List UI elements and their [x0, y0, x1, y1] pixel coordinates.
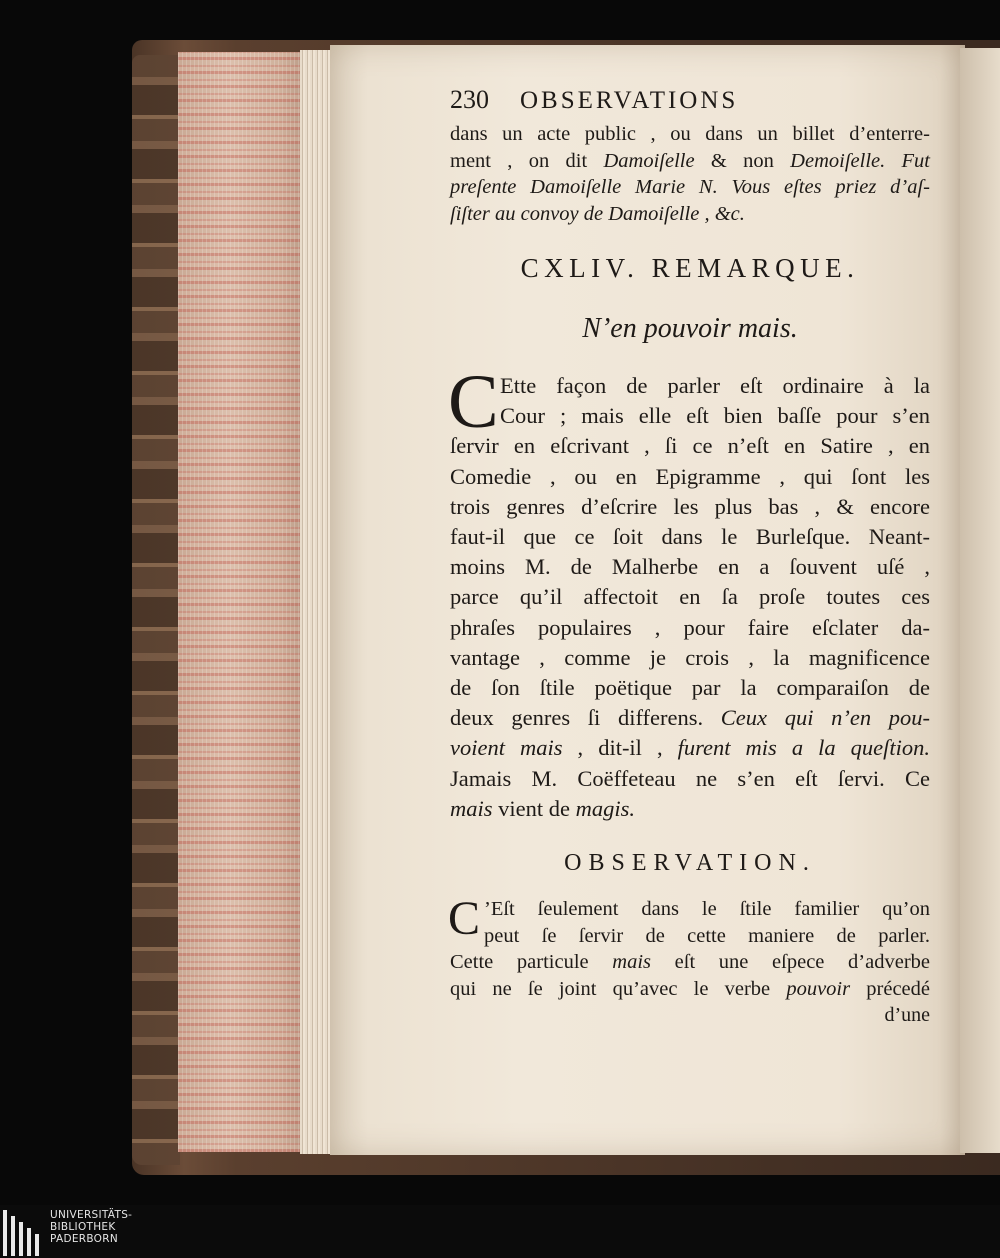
page-edges-left [178, 52, 306, 1152]
text-line: trois genres d’eſcrire les plus bas , & encore [450, 493, 930, 519]
text-line: ſiſter au convoy de Damoiſelle , &c. [450, 202, 745, 225]
remarque-paragraph [448, 360, 931, 824]
remarque-heading: CXLIV. REMARQUE. [520, 253, 860, 283]
text-line: deux genres ſi differens. Ceux qui n’en pou- [450, 705, 930, 731]
facing-page-edge [960, 48, 1000, 1153]
text-line: ’Eſt ſeulement dans le ſtile familier qu’on [484, 898, 930, 921]
text-line: Comedie , ou en Epigramme , qui ſont les [450, 463, 930, 489]
library-logo-icon [3, 1210, 43, 1256]
text-line: peut ſe ſervir de cette maniere de parler. [484, 924, 930, 947]
text-line: preſente Damoiſelle Marie N. Vous eſtes priez d’aſ- [450, 176, 930, 198]
text-line: de ſon ſtile poëtique par la comparaiſon de [450, 675, 930, 701]
page-text [450, 85, 930, 1028]
text-line: parce qu’il affectoit en ſa proſe toutes ces [450, 584, 930, 610]
library-name-line: UNIVERSITÄTS- [50, 1209, 133, 1221]
drop-cap: C [448, 360, 499, 444]
text-line: Cette particule mais eſt une eſpece d’adverbe [450, 951, 930, 974]
text-line: Jamais M. Coëffeteau ne s’en eſt ſervi. Ce [450, 765, 930, 791]
text-line: moins M. de Malherbe en a ſouvent uſé , [450, 554, 930, 580]
library-name-line: BIBLIOTHEK [50, 1221, 116, 1233]
library-name-line: PADERBORN [50, 1233, 118, 1245]
page-number: 230 [450, 85, 489, 114]
text-line: dans un acte public , ou dans un billet d’enterre- [450, 123, 930, 145]
text-line: Cour ; mais elle eſt bien baſſe pour s’en [500, 403, 930, 429]
text-line: ment , on dit Damoiſelle & non Demoiſelle. Fut [450, 149, 931, 172]
drop-cap-observation: C [448, 892, 481, 946]
observation-paragraph [448, 892, 930, 1028]
library-name [50, 1209, 132, 1245]
text-line: Ette façon de parler eſt ordinaire à la [500, 373, 930, 398]
text-line: mais vient de magis. [450, 795, 636, 821]
text-line: vantage , comme je crois , la magnificence [450, 644, 930, 670]
footer-bar [0, 1205, 1000, 1258]
catchword: d’une [884, 1004, 930, 1027]
text-line: voient mais , dit-il , furent mis a la queſtion. [450, 735, 931, 761]
text-line: faut-il que ce ſoit dans le Burleſque. Neant- [450, 524, 930, 550]
book-spine [132, 55, 180, 1165]
running-head-title: OBSERVATIONS [520, 87, 739, 114]
remarque-subtitle: N’en pouvoir mais. [582, 313, 798, 344]
observation-heading: OBSERVATION. [564, 850, 816, 877]
text-line: ſervir en eſcrivant , ſi ce n’eſt en Satire , en [450, 433, 930, 459]
running-header [450, 85, 930, 121]
continued-text [450, 121, 930, 227]
text-line: qui ne ſe joint qu’avec le verbe pouvoir précedé [450, 977, 930, 1000]
text-line: phraſes populaires , pour faire eſclater da- [450, 614, 930, 640]
